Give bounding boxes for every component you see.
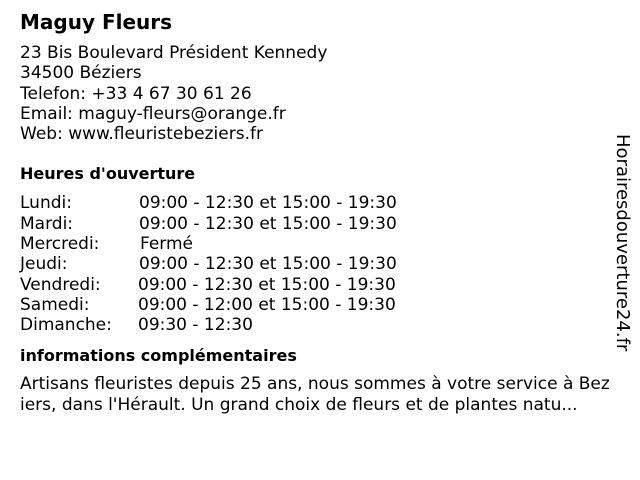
business-name: Maguy Fleurs (20, 10, 173, 34)
day-label: Mercredi: (20, 234, 100, 255)
day-label: Samedi: (20, 294, 90, 315)
hours-row-friday (20, 275, 610, 295)
hours-row-wednesday (20, 234, 610, 254)
hours-value: 09:00 - 12:30 et 15:00 - 19:30 (139, 193, 397, 214)
day-label: Jeudi: (20, 254, 68, 275)
address-street: 23 Bis Boulevard Président Kennedy (20, 43, 328, 63)
hours-value: 09:00 - 12:30 et 15:00 - 19:30 (139, 254, 397, 275)
site-watermark: Horairesdouverture24.fr (612, 134, 633, 352)
hours-row-saturday (20, 295, 610, 315)
business-description: Artisans fleuristes depuis 25 ans, nous sommes à votre service à Beziers, dans l'Hérault. Un grand choix de fleurs et de plantes natu... (20, 373, 610, 415)
hours-value: 09:00 - 12:30 et 15:00 - 19:30 (139, 213, 397, 234)
hours-value: 09:00 - 12:30 et 15:00 - 19:30 (138, 274, 396, 295)
address-city: 34500 Béziers (20, 63, 142, 84)
day-label: Lundi: (20, 193, 72, 214)
hours-row-tuesday (20, 214, 610, 234)
hours-row-thursday (20, 254, 610, 274)
additional-info-heading: informations complémentaires (20, 345, 297, 365)
phone-number: Telefon: +33 4 67 30 61 26 (20, 83, 252, 104)
day-label: Vendredi: (20, 274, 101, 295)
email-address: Email: maguy-fleurs@orange.fr (20, 103, 286, 124)
hours-value: Fermé (140, 234, 194, 255)
hours-row-monday (20, 193, 610, 213)
hours-row-sunday (20, 315, 610, 335)
hours-value: 09:00 - 12:00 et 15:00 - 19:30 (138, 294, 396, 315)
hours-value: 09:30 - 12:30 (138, 315, 253, 336)
website-address: Web: www.fleuristebeziers.fr (20, 124, 263, 145)
day-label: Mardi: (20, 213, 74, 234)
business-card (20, 9, 610, 416)
day-label: Dimanche: (20, 315, 112, 336)
opening-hours-list (20, 193, 610, 335)
opening-hours-heading: Heures d'ouverture (20, 164, 196, 184)
